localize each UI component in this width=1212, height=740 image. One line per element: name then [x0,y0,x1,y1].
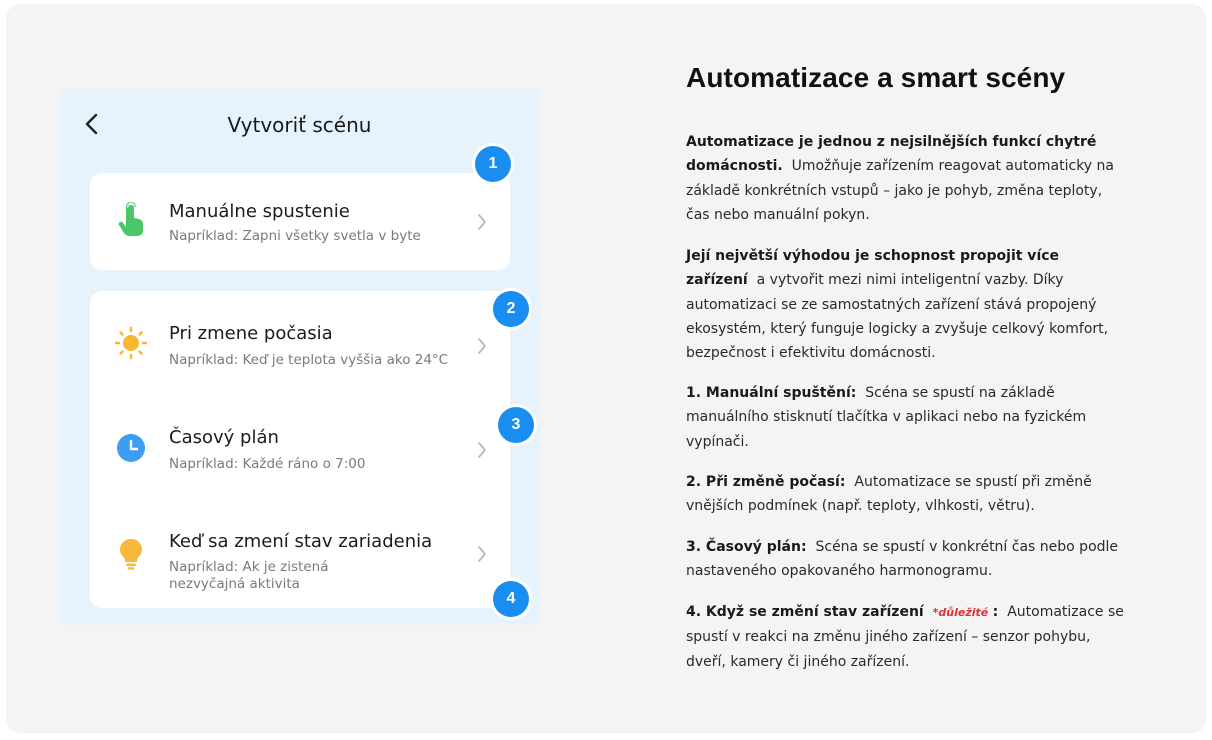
item-weather-bold: 2. Při změně počasí: [686,474,846,490]
item-schedule-text: Scéna se spustí v konkrétní čas nebo podle nastaveného opakovaného harmonogramu. [686,539,1119,580]
item-device-colon: : [992,604,999,620]
scene-option-device-state[interactable] [90,499,510,608]
benefit-bold: Její největší výhodou je schopnost propojit více zařízení [686,248,1060,289]
item-manual-bold: 1. Manuální spuštění: [686,385,857,401]
scene-option-subtitle: Napríklad: Keď je teplota vyššia ako 24°C [169,352,449,368]
clock-icon [114,431,148,465]
scene-option-manual[interactable] [90,173,510,270]
important-label: *důležité [932,606,989,619]
scene-option-title: Časový plán [169,427,279,448]
step-badge-4: 4 [493,581,529,617]
sun-icon [114,326,148,360]
item-device-state [686,600,1126,674]
item-weather-text: Automatizace se spustí při změně vnějších podmínek (např. teploty, vlhkosti, větru). [686,474,1092,515]
scene-option-weather[interactable] [90,291,510,395]
screen-title: Vytvoriť scénu [227,113,372,137]
scene-card-automation [90,291,510,608]
item-manual [686,381,1126,454]
intro-text: Umožňuje zařízením reagovat automaticky na základě konkrétních vstupů – jako je pohyb, změna teploty, čas nebo manuální pokyn. [686,158,1114,223]
benefit-text: a vytvořit mezi nimi inteligentní vazby. Díky automatizaci se ze samostatných zařízení stává propojený ekosystém, který funguje logicky a zvyšuje celkový komfort, bezpečnost i efektivitu domácnosti. [686,272,1109,362]
intro-paragraph [686,130,1126,227]
step-badge-3: 3 [498,407,534,443]
step-badge-2: 2 [493,291,529,327]
chevron-right-icon [476,336,488,356]
item-schedule [686,535,1126,584]
scene-card-manual [90,173,510,270]
item-device-bold: 4. Když se změní stav zařízení [686,604,924,620]
scene-option-title: Pri zmene počasia [169,323,333,344]
scene-option-subtitle: Napríklad: Každé ráno o 7:00 [169,456,366,472]
phone-screenshot [60,89,539,625]
intro-bold: Automatizace je jednou z nejsilnějších funkcí chytré domácnosti. [686,134,1097,175]
bulb-icon [114,537,148,571]
scene-option-subtitle: Napríklad: Ak je zistená nezvyčajná aktivita [169,559,329,592]
item-device-text: Automatizace se spustí v reakci na změnu jiného zařízení – senzor pohybu, dveří, kamery či jiného zařízení. [686,604,1124,670]
benefit-paragraph [686,244,1126,365]
scene-option-title: Keď sa zmení stav zariadenia [169,531,433,552]
scene-option-subtitle: Napríklad: Zapni všetky svetla v byte [169,228,421,244]
step-badge-1: 1 [475,146,511,182]
scene-option-title: Manuálne spustenie [169,201,350,222]
scene-option-schedule[interactable] [90,395,510,499]
article-header [686,62,1126,94]
item-manual-text: Scéna se spustí na základě manuálního stisknutí tlačítka v aplikaci nebo na fyzickém vypínači. [686,385,1087,450]
hand-tap-icon [114,203,148,237]
article-title: Automatizace a smart scény [686,62,1066,93]
chevron-right-icon [476,212,488,232]
chevron-right-icon [476,440,488,460]
chevron-right-icon [476,544,488,564]
item-schedule-bold: 3. Časový plán: [686,539,807,555]
item-weather [686,470,1126,519]
